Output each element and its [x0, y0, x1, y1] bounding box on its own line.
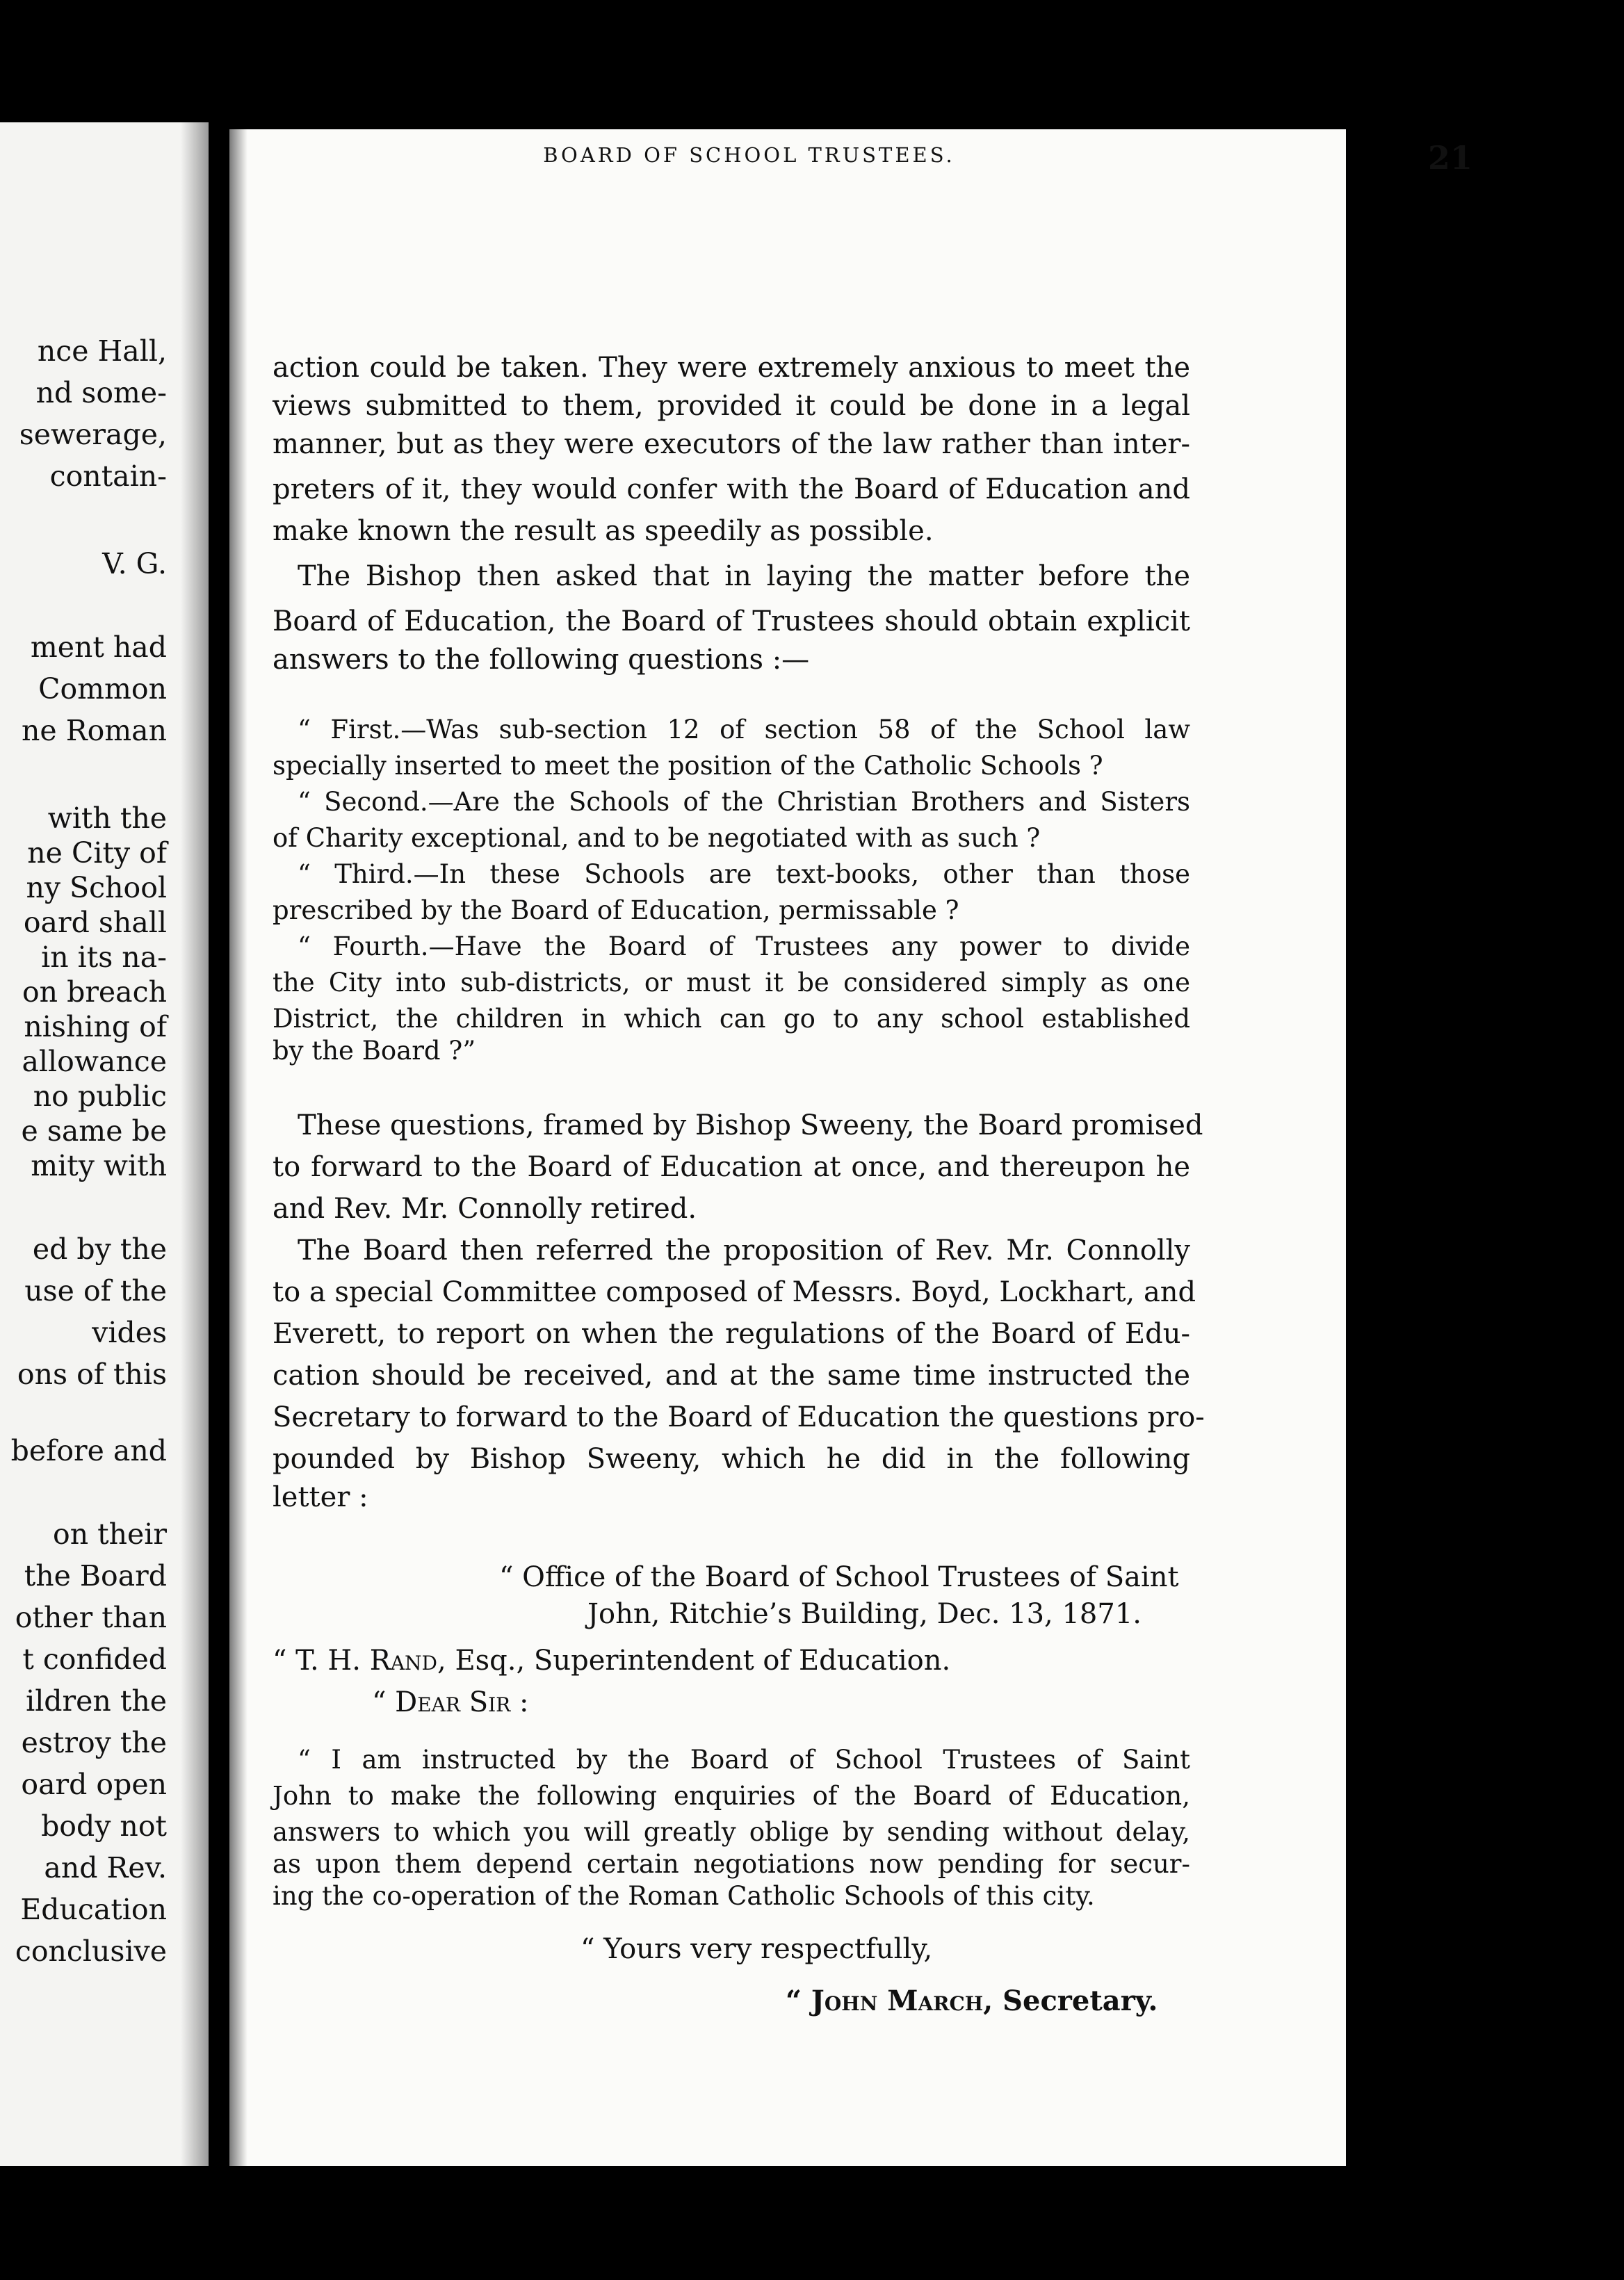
question-line: by the Board ?”: [273, 1036, 476, 1066]
question-line: District, the children in which can go to any school established: [273, 1004, 1190, 1034]
left-page-line: contain-: [49, 459, 167, 493]
left-page-line: V. G.: [102, 547, 167, 580]
body-line: action could be taken. They were extremely anxious to meet the: [273, 352, 1190, 384]
body-line: cation should be received, and at the same time instructed the: [273, 1360, 1190, 1392]
left-page-line: e same be: [21, 1114, 167, 1148]
question-line: prescribed by the Board of Education, permissable ?: [273, 895, 959, 925]
body-line: Everett, to report on when the regulations of the Board of Edu-: [273, 1318, 1190, 1350]
left-page-line: and Rev.: [44, 1851, 167, 1884]
letter-signature: “ John March, Secretary.: [786, 1985, 1158, 2017]
body-line: to a special Committee composed of Messrs. Boyd, Lockhart, and: [273, 1276, 1196, 1308]
letter-heading: John, Ritchie’s Building, Dec. 13, 1871.: [587, 1598, 1142, 1630]
letter-body-line: John to make the following enquiries of the Board of Education,: [273, 1781, 1190, 1811]
left-page-line: nishing of: [24, 1010, 167, 1043]
left-page-line: with the: [47, 801, 167, 835]
left-page-line: ons of this: [17, 1358, 167, 1391]
left-page-line: ne City of: [27, 836, 167, 870]
left-page-line: Common: [38, 672, 167, 706]
letter-salutation: “ Dear Sir :: [372, 1686, 529, 1718]
left-page-line: ment had: [30, 630, 167, 664]
left-page-line: on breach: [22, 975, 167, 1009]
left-page-line: ildren the: [26, 1684, 167, 1718]
left-page-line: on their: [53, 1517, 167, 1551]
body-line: to forward to the Board of Education at once, and thereupon he: [273, 1151, 1190, 1183]
body-line: The Board then referred the proposition of Rev. Mr. Connolly: [298, 1235, 1190, 1267]
body-line: letter :: [273, 1481, 368, 1513]
left-facing-page: [0, 122, 209, 2166]
question-line: of Charity exceptional, and to be negotiated with as such ?: [273, 823, 1041, 853]
left-page-line: oard open: [21, 1768, 167, 1801]
left-page-line: in its na-: [41, 940, 167, 974]
left-page-line: the Board: [24, 1559, 167, 1593]
left-page-line: other than: [15, 1601, 167, 1634]
letter-body-line: ing the co-operation of the Roman Catholic Schools of this city.: [273, 1881, 1095, 1911]
running-head: BOARD OF SCHOOL TRUSTEES.: [543, 143, 955, 167]
left-page-line: estroy the: [21, 1726, 167, 1759]
left-page-line: t confided: [22, 1643, 167, 1676]
letter-closing: “ Yours very respectfully,: [580, 1933, 933, 1965]
question-line: “ Second.—Are the Schools of the Christian Brothers and Sisters: [298, 787, 1190, 817]
letter-heading: “ Office of the Board of School Trustees of Saint: [499, 1561, 1179, 1593]
left-page-line: nce Hall,: [37, 334, 167, 368]
letter-addressee: “ T. H. Rand, Esq., Superintendent of Education.: [273, 1645, 951, 1677]
letter-body-line: answers to which you will greatly oblige by sending without delay,: [273, 1817, 1190, 1847]
body-line: preters of it, they would confer with the Board of Education and: [273, 473, 1190, 505]
question-line: “ First.—Was sub-section 12 of section 58 of the School law: [298, 715, 1190, 744]
question-line: “ Fourth.—Have the Board of Trustees any power to divide: [298, 931, 1190, 961]
left-page-line: vides: [92, 1316, 167, 1349]
left-page-line: Education: [20, 1893, 167, 1926]
left-page-line: use of the: [24, 1274, 167, 1308]
left-page-line: no public: [33, 1080, 167, 1113]
left-page-line: mity with: [31, 1149, 167, 1182]
question-line: “ Third.—In these Schools are text-books, other than those: [298, 859, 1190, 889]
body-line: Secretary to forward to the Board of Education the questions pro-: [273, 1401, 1205, 1433]
letter-body-line: “ I am instructed by the Board of School Trustees of Saint: [298, 1745, 1190, 1775]
body-line: The Bishop then asked that in laying the matter before the: [298, 560, 1190, 592]
left-page-line: conclusive: [15, 1935, 167, 1968]
left-page-line: ne Roman: [22, 714, 167, 747]
body-line: make known the result as speedily as possible.: [273, 515, 934, 547]
left-page-gutter-shadow: [181, 122, 209, 2166]
page-number: 21: [1427, 139, 1472, 177]
right-page-gutter-shadow: [229, 129, 247, 2166]
left-page-line: oard shall: [23, 906, 167, 939]
left-page-line: sewerage,: [19, 418, 167, 451]
question-line: the City into sub-districts, or must it be considered simply as one: [273, 968, 1190, 997]
body-line: views submitted to them, provided it could be done in a legal: [273, 390, 1190, 422]
body-line: pounded by Bishop Sweeny, which he did in the following: [273, 1443, 1190, 1475]
body-line: Board of Education, the Board of Trustees should obtain explicit: [273, 605, 1190, 637]
body-line: manner, but as they were executors of the law rather than inter-: [273, 428, 1190, 460]
left-page-line: body not: [41, 1809, 167, 1843]
left-page-line: before and: [10, 1434, 167, 1467]
left-page-line: nd some-: [35, 376, 167, 409]
question-line: specially inserted to meet the position of the Catholic Schools ?: [273, 751, 1103, 781]
left-page-line: allowance: [22, 1045, 167, 1078]
letter-body-line: as upon them depend certain negotiations now pending for secur-: [273, 1849, 1190, 1879]
body-line: These questions, framed by Bishop Sweeny, the Board promised: [298, 1109, 1203, 1141]
body-line: answers to the following questions :—: [273, 644, 810, 676]
left-page-line: ed by the: [32, 1232, 167, 1266]
left-page-line: ny School: [26, 871, 167, 904]
body-line: and Rev. Mr. Connolly retired.: [273, 1193, 697, 1225]
